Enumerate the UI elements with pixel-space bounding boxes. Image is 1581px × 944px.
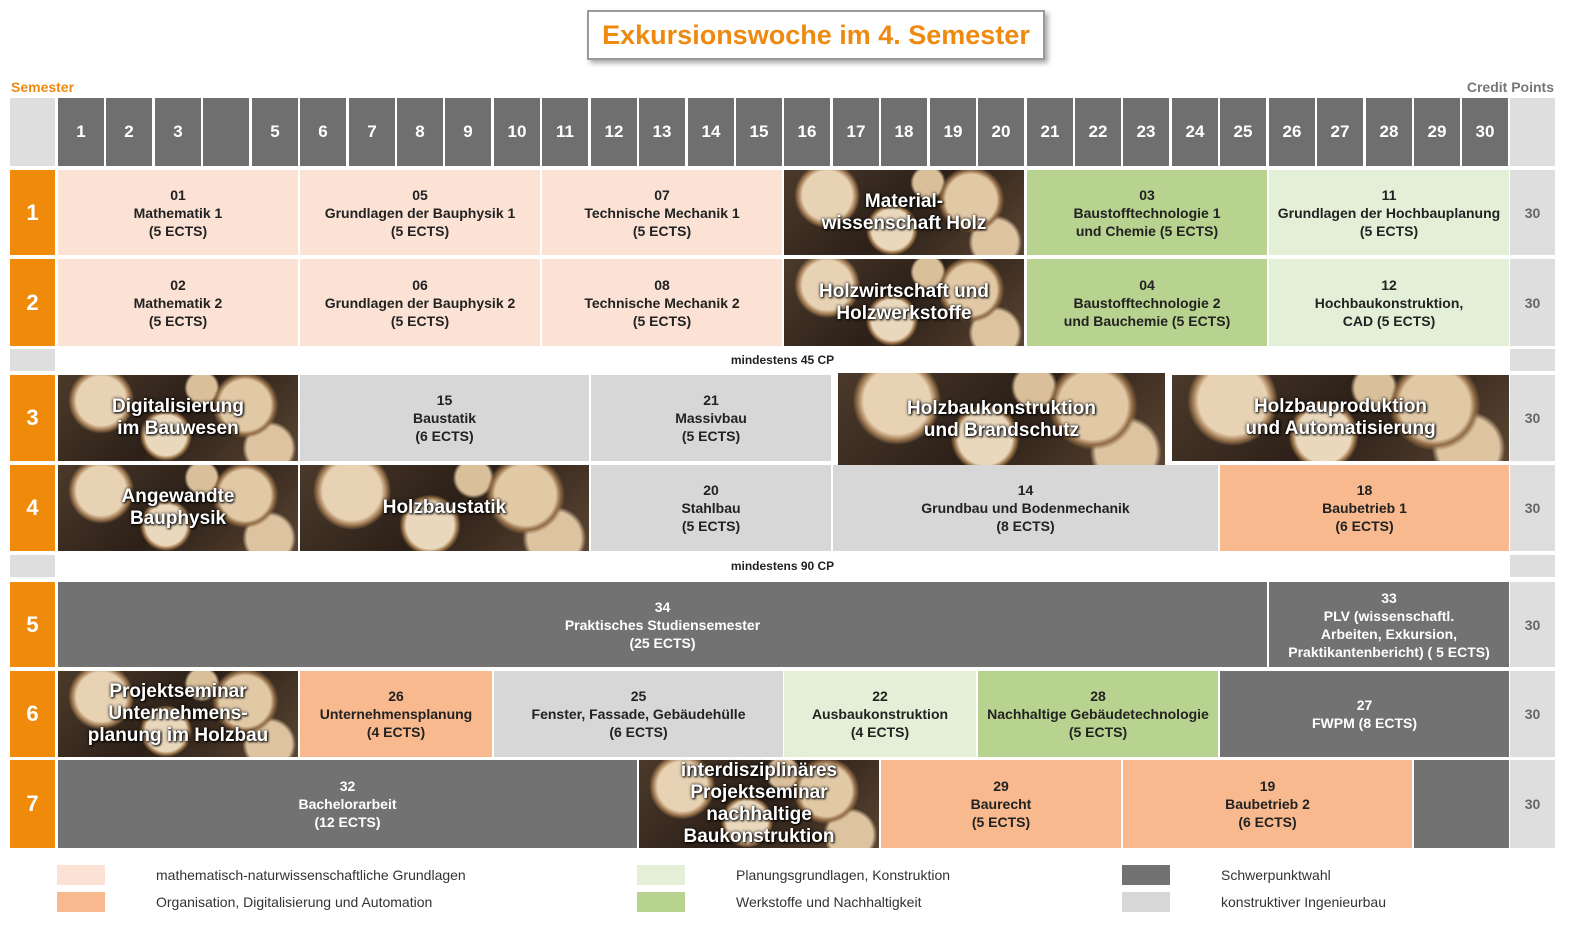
module-text-line: 12 — [1381, 276, 1397, 293]
module-m21[interactable] — [591, 375, 831, 461]
legend-swatch — [57, 892, 105, 912]
module-text-line: Mathematik 2 — [133, 294, 223, 311]
module-text-line: nachhaltige — [706, 804, 812, 825]
legend-swatch — [637, 865, 685, 885]
module-m26[interactable] — [300, 671, 492, 757]
module-text-line: 01 — [170, 186, 186, 203]
credit-column-header: 8 — [397, 98, 443, 166]
module-text-line: (5 ECTS) — [632, 312, 692, 329]
module-m02[interactable] — [58, 259, 298, 346]
module-text-line: und Brandschutz — [923, 419, 1080, 441]
module-m_hbp[interactable] — [1172, 375, 1509, 461]
module-text-line: FWPM (8 ECTS) — [1312, 715, 1417, 731]
legend-label: Planungsgrundlagen, Konstruktion — [736, 867, 951, 883]
credit-column-header: 9 — [445, 98, 491, 166]
module-text-line: (5 ECTS) — [390, 222, 450, 239]
module-text-line: (25 ECTS) — [629, 634, 696, 651]
module-text-line: Holzwirtschaft und — [819, 280, 989, 302]
credit-column-header: 18 — [881, 98, 927, 166]
module-text-line: 11 — [1381, 186, 1397, 203]
page-title: Exkursionswoche im 4. Semester — [587, 10, 1045, 60]
semester-label: 5 — [10, 582, 55, 667]
semester-label: 6 — [10, 671, 55, 757]
schwerpunkt-filler — [1414, 760, 1509, 848]
legend-swatch — [1122, 892, 1170, 912]
module-text-line: Holzbaustatik — [382, 497, 507, 518]
module-text-line: Massivbau — [675, 410, 747, 426]
credit-column-header: 5 — [252, 98, 298, 166]
module-text-line: Baubetrieb 2 — [1225, 796, 1310, 812]
module-m_hw[interactable] — [784, 259, 1024, 346]
module-text-line: 14 — [1017, 482, 1034, 498]
module-text-line: (5 ECTS) — [1359, 222, 1419, 239]
credit-column-header: 6 — [300, 98, 346, 166]
module-m33[interactable] — [1269, 582, 1509, 667]
module-text-line: Stahlbau — [681, 500, 741, 516]
separator-left — [10, 555, 55, 577]
module-text-line: 25 — [630, 688, 647, 704]
credit-column-header: 13 — [639, 98, 685, 166]
semester-credit-points: 30 — [1510, 170, 1555, 255]
module-text-line: Praktisches Studiensemester — [564, 616, 761, 633]
module-text-line: 05 — [412, 186, 428, 203]
credit-column-header: 30 — [1462, 98, 1508, 166]
module-text-line: (8 ECTS) — [996, 518, 1055, 534]
credit-column-header: 28 — [1366, 98, 1412, 166]
module-text-line: 34 — [654, 598, 671, 615]
module-m_abp[interactable] — [58, 465, 298, 551]
credit-column-header: 27 — [1317, 98, 1363, 166]
module-text-line: Bachelorarbeit — [298, 796, 397, 812]
semester-label: 4 — [10, 465, 55, 551]
module-m04[interactable] — [1027, 259, 1267, 346]
credit-column-header: 26 — [1269, 98, 1315, 166]
credit-column-header: 20 — [978, 98, 1024, 166]
module-text-line: im Bauwesen — [117, 418, 239, 439]
module-text-line: 29 — [993, 778, 1009, 794]
module-text-line: 21 — [703, 392, 719, 408]
module-text-line: (6 ECTS) — [609, 724, 668, 740]
module-text-line: Angewandte — [121, 486, 235, 507]
credit-column-header: 17 — [833, 98, 879, 166]
semester-label: 3 — [10, 375, 55, 461]
module-text-line: (12 ECTS) — [314, 814, 381, 830]
module-text-line: Material- — [864, 190, 944, 212]
module-m19[interactable] — [1123, 760, 1412, 848]
module-text-line: planung im Holzbau — [87, 725, 269, 746]
module-m01[interactable] — [58, 170, 298, 255]
module-text-line: (5 ECTS) — [390, 312, 450, 329]
module-m32[interactable] — [58, 760, 637, 848]
semester-credit-points: 30 — [1510, 465, 1555, 551]
module-text-line: Ausbaukonstruktion — [811, 706, 949, 722]
module-text-line: (5 ECTS) — [681, 518, 741, 534]
module-m34[interactable] — [58, 582, 1267, 667]
credit-column-header: 25 — [1220, 98, 1266, 166]
module-m06[interactable] — [300, 259, 540, 346]
module-m_dig[interactable] — [58, 375, 298, 461]
module-text-line: Holzbaukonstruktion — [907, 397, 1096, 419]
semester-label: 1 — [10, 170, 55, 255]
legend-label: mathematisch-naturwissenschaftliche Grundlagen — [156, 867, 466, 883]
module-text-line: (5 ECTS) — [681, 428, 741, 444]
module-m_hbs[interactable] — [300, 465, 589, 551]
module-text-line: Grundlagen der Bauphysik 2 — [324, 294, 516, 311]
module-text-line: 19 — [1259, 778, 1276, 794]
semester-label: 2 — [10, 259, 55, 346]
semester-credit-points: 30 — [1510, 375, 1555, 461]
module-text-line: Technische Mechanik 2 — [584, 294, 740, 311]
module-text-line: 33 — [1381, 589, 1397, 606]
module-text-line: 06 — [412, 276, 428, 293]
module-m11[interactable] — [1269, 170, 1509, 255]
module-text-line: PLV (wissenschaftl. — [1323, 607, 1455, 624]
module-text-line: interdisziplinäres — [680, 760, 838, 781]
module-m18[interactable] — [1220, 465, 1509, 551]
credit-column-header: 15 — [736, 98, 782, 166]
module-text-line: Grundlagen der Bauphysik 1 — [324, 204, 516, 221]
module-text-line: 08 — [654, 276, 670, 293]
module-m07[interactable] — [542, 170, 782, 255]
module-text-line: (5 ECTS) — [148, 312, 208, 329]
separator-right — [1510, 555, 1555, 577]
module-text-line: Hochbaukonstruktion, — [1314, 294, 1464, 311]
module-text-line: 04 — [1139, 276, 1155, 293]
legend-label: Werkstoffe und Nachhaltigkeit — [736, 894, 922, 910]
header-corner-right — [1510, 98, 1555, 166]
credit-column-header: 11 — [542, 98, 588, 166]
header-corner — [10, 98, 55, 166]
module-text-line: (4 ECTS) — [850, 724, 910, 740]
module-text-line: Baustatik — [412, 410, 477, 426]
module-m27[interactable] — [1220, 671, 1509, 757]
credit-column-header: 1 — [58, 98, 104, 166]
legend-swatch — [637, 892, 685, 912]
module-text-line: wissenschaft Holz — [821, 212, 987, 234]
module-m25[interactable] — [494, 671, 783, 757]
semester-label: 7 — [10, 760, 55, 848]
semester-axis-label: Semester — [11, 79, 75, 95]
module-m_hbk[interactable] — [838, 373, 1165, 466]
module-m_mat[interactable] — [784, 170, 1024, 255]
module-m15[interactable] — [300, 375, 589, 461]
module-m28[interactable] — [978, 671, 1218, 757]
module-text-line: Fenster, Fassade, Gebäudehülle — [531, 706, 746, 722]
module-text-line: Grundlagen der Hochbauplanung — [1277, 204, 1501, 221]
module-text-line: Baustofftechnologie 1 — [1073, 204, 1221, 221]
module-text-line: (6 ECTS) — [1335, 518, 1394, 534]
credit-column-header — [203, 98, 249, 166]
module-text-line: (5 ECTS) — [1068, 724, 1128, 740]
separator-left — [10, 349, 55, 371]
module-text-line: 26 — [388, 688, 404, 704]
module-text-line: Nachhaltige Gebäudetechnologie — [987, 706, 1209, 722]
module-text-line: (5 ECTS) — [971, 814, 1031, 830]
module-text-line: 02 — [170, 276, 186, 293]
module-text-line: Grundbau und Bodenmechanik — [921, 500, 1130, 516]
module-text-line: Praktikantenbericht) ( 5 ECTS) — [1288, 643, 1490, 660]
module-text-line: 20 — [703, 482, 719, 498]
module-text-line: 32 — [339, 778, 356, 794]
semester-credit-points: 30 — [1510, 760, 1555, 848]
module-text-line: Unternehmens- — [108, 703, 248, 724]
credit-column-header: 2 — [106, 98, 152, 166]
module-text-line: (4 ECTS) — [366, 724, 426, 740]
module-text-line: Baustofftechnologie 2 — [1073, 294, 1221, 311]
credit-column-header: 29 — [1414, 98, 1460, 166]
semester-credit-points: 30 — [1510, 671, 1555, 757]
module-text-line: 18 — [1356, 482, 1373, 498]
legend-label: Schwerpunktwahl — [1221, 867, 1331, 883]
module-text-line: Baurecht — [970, 796, 1032, 812]
module-text-line: Digitalisierung — [112, 396, 244, 417]
module-text-line: Baubetrieb 1 — [1322, 500, 1407, 516]
credit-column-header: 3 — [155, 98, 201, 166]
module-text-line: Baukonstruktion — [683, 826, 835, 847]
module-text-line: Holzwerkstoffe — [836, 302, 972, 324]
module-text-line: Projektseminar — [109, 681, 247, 702]
legend-label: konstruktiver Ingenieurbau — [1221, 894, 1386, 910]
credit-column-header: 21 — [1027, 98, 1073, 166]
module-text-line: 28 — [1090, 688, 1106, 704]
module-m14[interactable] — [833, 465, 1218, 551]
module-text-line: Technische Mechanik 1 — [584, 204, 740, 221]
legend-label: Organisation, Digitalisierung und Automation — [156, 894, 433, 910]
module-m_int[interactable] — [639, 760, 879, 848]
module-text-line: CAD (5 ECTS) — [1342, 312, 1436, 329]
module-text-line: Mathematik 1 — [133, 204, 223, 221]
legend-swatch — [1122, 865, 1170, 885]
module-m12[interactable] — [1269, 259, 1509, 346]
module-text-line: 15 — [436, 392, 453, 408]
credit-column-header: 23 — [1123, 98, 1169, 166]
minimum-cp-note: mindestens 45 CP — [57, 349, 1508, 371]
module-text-line: Bauphysik — [129, 508, 227, 529]
credit-column-header: 19 — [930, 98, 976, 166]
module-m22[interactable] — [784, 671, 976, 757]
legend-swatch — [57, 865, 105, 885]
module-text-line: 03 — [1139, 186, 1155, 203]
module-text-line: 07 — [654, 186, 670, 203]
credit-column-header: 22 — [1075, 98, 1121, 166]
module-text-line: Projektseminar — [690, 782, 828, 803]
module-text-line: (5 ECTS) — [148, 222, 208, 239]
module-m05[interactable] — [300, 170, 540, 255]
module-m_pro[interactable] — [58, 671, 298, 757]
module-text-line: 22 — [872, 688, 888, 704]
module-text-line: Unternehmensplanung — [319, 706, 473, 722]
module-m03[interactable] — [1027, 170, 1267, 255]
module-text-line: (5 ECTS) — [632, 222, 692, 239]
credit-column-header: 16 — [784, 98, 830, 166]
credit-column-header: 14 — [688, 98, 734, 166]
module-m29[interactable] — [881, 760, 1121, 848]
minimum-cp-note: mindestens 90 CP — [57, 555, 1508, 577]
module-m20[interactable] — [591, 465, 831, 551]
semester-credit-points: 30 — [1510, 582, 1555, 667]
module-text-line: Arbeiten, Exkursion, — [1320, 625, 1458, 642]
module-text-line: 27 — [1356, 697, 1373, 713]
credit-column-header: 7 — [349, 98, 395, 166]
module-text-line: und Bauchemie (5 ECTS) — [1063, 312, 1231, 329]
credit-points-axis-label: Credit Points — [1466, 79, 1554, 95]
module-text-line: Holzbauproduktion — [1253, 396, 1428, 417]
module-text-line: und Automatisierung — [1245, 418, 1436, 439]
module-text-line: (6 ECTS) — [1238, 814, 1297, 830]
module-text-line: (6 ECTS) — [415, 428, 474, 444]
separator-right — [1510, 349, 1555, 371]
semester-credit-points: 30 — [1510, 259, 1555, 346]
module-m08[interactable] — [542, 259, 782, 346]
credit-column-header: 12 — [591, 98, 637, 166]
credit-column-header: 10 — [494, 98, 540, 166]
module-text-line: und Chemie (5 ECTS) — [1075, 222, 1219, 239]
credit-column-header: 24 — [1172, 98, 1218, 166]
